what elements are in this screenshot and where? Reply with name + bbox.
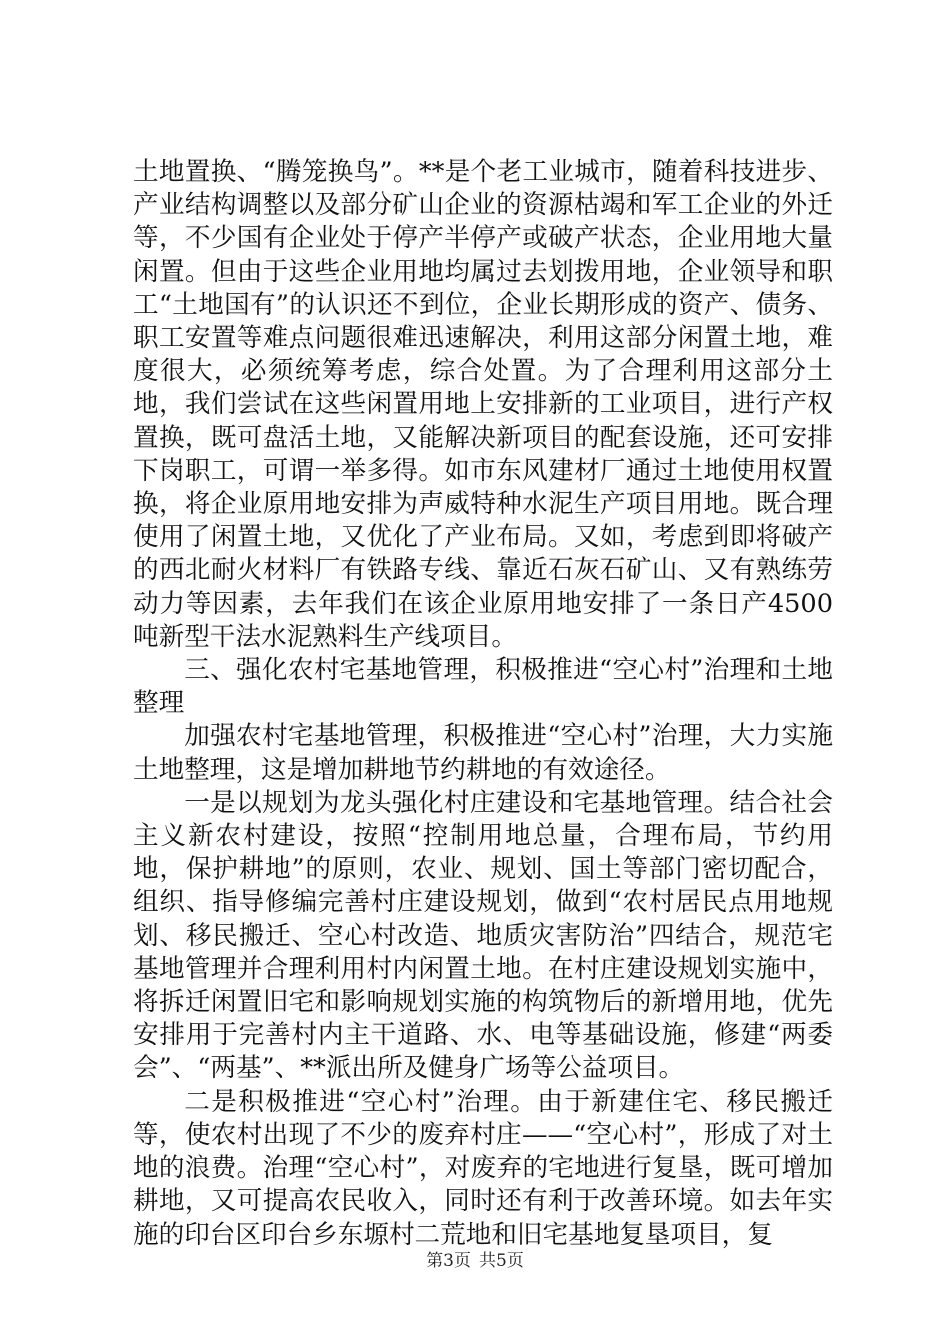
paragraph-land-replacement: 土地置换、“腾笼换鸟”。**是个老工业城市，随着科技进步、产业结构调整以及部分矿山企业的资源枯竭和军工企业的外迁等，不少国有企业处于停产半停产或破产状态，企业用地大量闲置。但由于这些企业用地均属过去划拨用地，企业领导和职工“土地国有”的认识还不到位，企业长期形成的资产、债务、职工安置等难点问题很难迅速解决，利用这部分闲置土地，难度很大，必须统筹考虑，综合处置。为了合理利用这部分土地，我们尝试在这些闲置用地上安排新的工业项目，进行产权置换，既可盘活土地，又能解决新项目的配套设施，还可安排下岗职工，可谓一举多得。如市东风建材厂通过土地使用权置换，将企业原用地安排为声威特种水泥生产项目用地。既合理使用了闲置土地，又优化了产业布局。又如，考虑到即将破产的西北耐火材料厂有铁路专线、靠近石灰石矿山、又有熟练劳动力等因素，去年我们在该企业原用地安排了一条日产4500吨新型干法水泥熟料生产线项目。 — [133, 157, 833, 652]
page-number: 第3页 — [426, 1251, 471, 1271]
paragraph-planning: 一是以规划为龙头强化村庄建设和宅基地管理。结合社会主义新农村建设，按照“控制用地总量，合理布局，节约用地，保护耕地”的原则，农业、规划、国土等部门密切配合，组织、指导修编完善村庄建设规划，做到“农村居民点用地规划、移民搬迁、空心村改造、地质灾害防治”四结合，规范宅基地管理并合理利用村内闲置土地。在村庄建设规划实施中，将拆迁闲置旧宅和影响规划实施的构筑物后的新增用地，优先安排用于完善村内主干道路、水、电等基础设施，修建“两委会”、“两基”、**派出所及健身广场等公益项目。 — [133, 787, 833, 1084]
page-total: 共5页 — [479, 1251, 524, 1271]
paragraph-homestead-intro: 加强农村宅基地管理，积极推进“空心村”治理，大力实施土地整理，这是增加耕地节约耕地的有效途径。 — [133, 721, 833, 785]
page-footer — [0, 1246, 950, 1271]
section-heading-three: 三、强化农村宅基地管理，积极推进“空心村”治理和土地整理 — [133, 655, 833, 719]
document-body — [133, 156, 833, 1252]
paragraph-hollow-village: 二是积极推进“空心村”治理。由于新建住宅、移民搬迁等，使农村出现了不少的废弃村庄——“空心村”，形成了对土地的浪费。治理“空心村”，对废弃的宅地进行复垦，既可增加耕地，又可提高农民收入，同时还有利于改善环境。如去年实施的印台区印台乡东塬村二荒地和旧宅基地复垦项目，复 — [133, 1086, 833, 1250]
